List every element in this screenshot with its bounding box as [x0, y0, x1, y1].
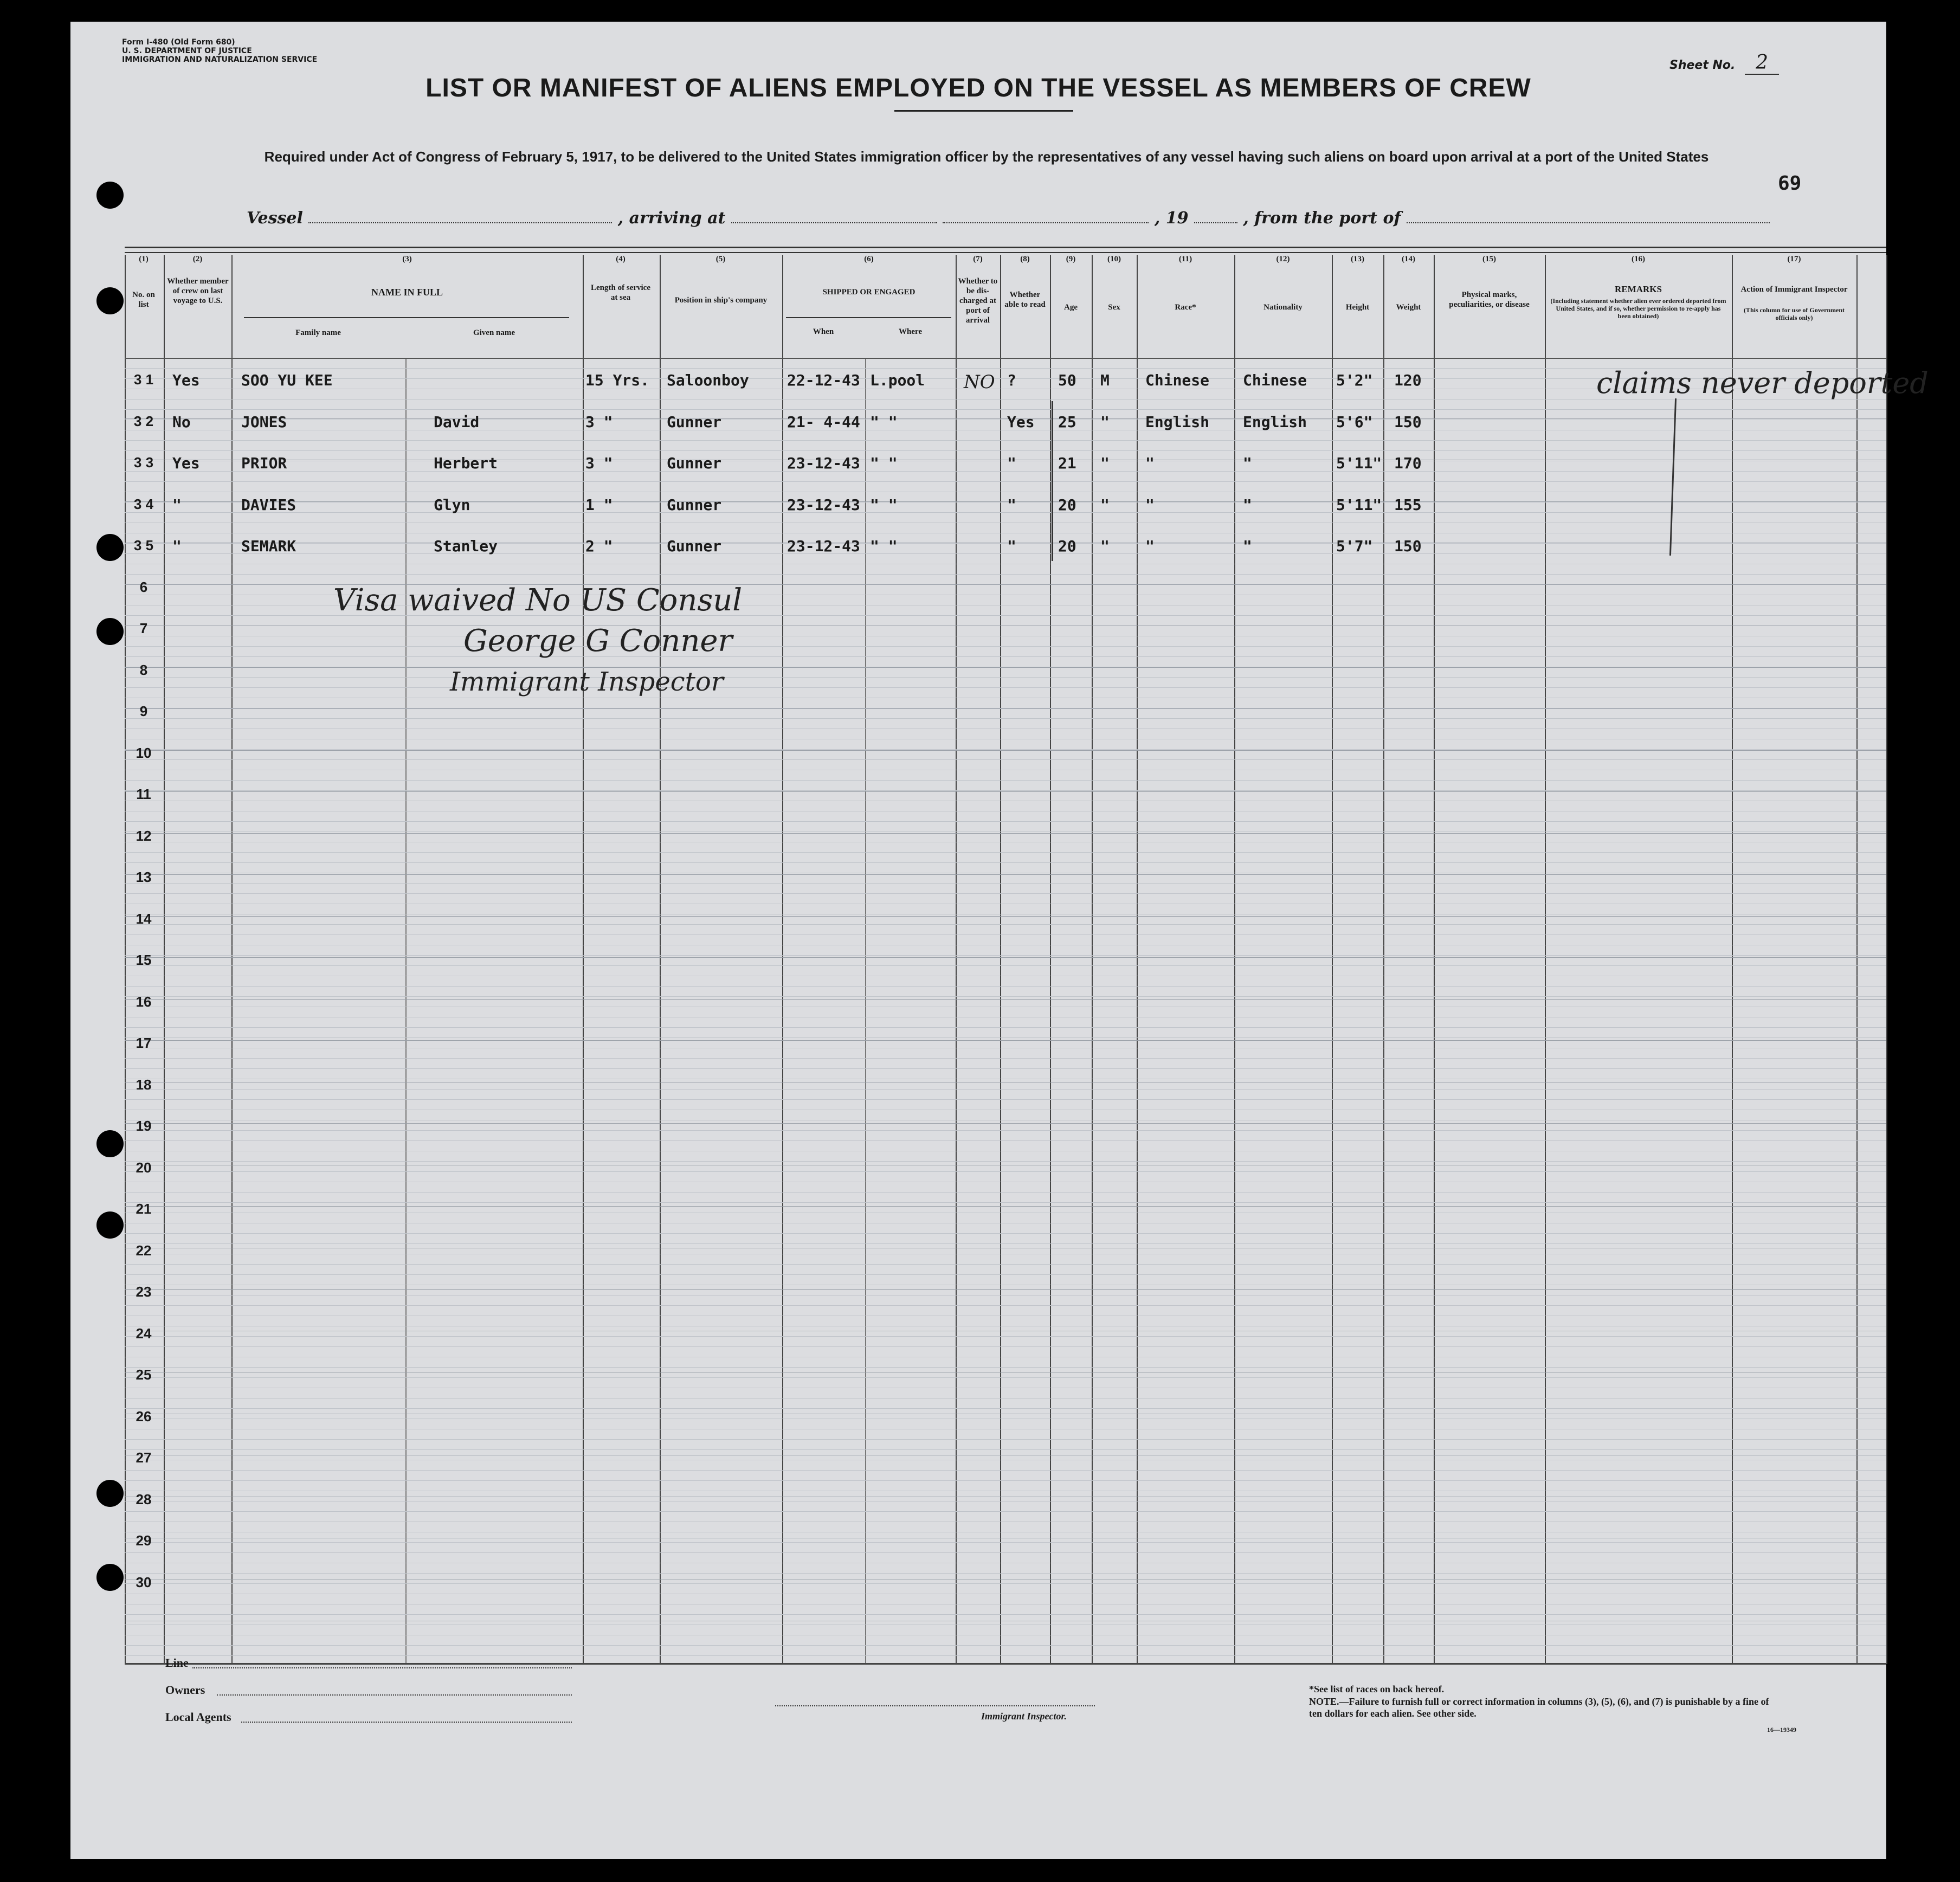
manifest-sheet: [70, 22, 1929, 1859]
year-label: , 19: [1154, 209, 1189, 228]
minor-grid-line: [125, 1552, 1886, 1553]
col-1-header: No. on list: [132, 291, 155, 309]
minor-grid-line: [125, 1161, 1886, 1162]
minor-grid-line: [125, 996, 1886, 997]
row-number: 14: [136, 910, 152, 927]
entry-position: Gunner: [667, 413, 722, 431]
minor-grid-line: [125, 1470, 1886, 1471]
table-bottom-rule: [125, 1663, 1886, 1665]
column-rule: [1434, 255, 1435, 1664]
header-rule: [125, 247, 1886, 248]
column-rule: [1856, 255, 1858, 1664]
col-7-header: Whether to be dis-charged at port of arrival: [958, 277, 998, 325]
minor-grid-line: [125, 450, 1886, 451]
row-number: 23: [136, 1284, 152, 1300]
row-number: 6: [139, 578, 148, 595]
col-12-header: Nationality: [1263, 303, 1303, 312]
col-17-subheader: (This column for use of Government officials only): [1743, 306, 1845, 321]
minor-grid-line: [125, 1542, 1886, 1543]
entry-no: 3 2: [133, 413, 154, 429]
row-rule: [125, 791, 1886, 792]
inspector-title-handwriting: Immigrant Inspector: [450, 667, 724, 697]
row-number: 12: [136, 827, 152, 844]
row-rule: [125, 1040, 1886, 1041]
from-port-label: , from the port of: [1243, 209, 1401, 228]
minor-grid-line: [125, 965, 1886, 966]
minor-grid-line: [125, 934, 1886, 935]
page-stamp: 69: [1778, 172, 1802, 195]
entry-age: 50: [1058, 371, 1076, 389]
row-rule: [125, 1289, 1886, 1290]
row-number: 7: [139, 620, 148, 636]
minor-grid-line: [125, 1449, 1886, 1450]
column-rule: [1332, 255, 1333, 1664]
punch-hole: [96, 1480, 124, 1507]
form-code: 16—19349: [1767, 1726, 1796, 1733]
entry-given: Glyn: [434, 495, 470, 514]
sheet-number-value: 2: [1745, 51, 1779, 75]
minor-grid-line: [125, 1171, 1886, 1172]
minor-grid-line: [125, 1573, 1886, 1574]
minor-grid-line: [125, 1645, 1886, 1646]
entry-given: Herbert: [434, 454, 498, 472]
minor-grid-line: [125, 574, 1886, 575]
minor-grid-line: [125, 1243, 1886, 1244]
entry-last-voyage: Yes: [172, 371, 200, 389]
entry-weight: 155: [1394, 495, 1422, 514]
minor-grid-line: [125, 1295, 1886, 1296]
minor-grid-line: [125, 1099, 1886, 1100]
entry-position: Gunner: [667, 537, 722, 555]
col-3-divider: [244, 317, 569, 318]
row-number: 25: [136, 1367, 152, 1383]
service-name: IMMIGRATION AND NATURALIZATION SERVICE: [122, 55, 318, 64]
minor-grid-line: [125, 1233, 1886, 1234]
minor-grid-line: [125, 1367, 1886, 1368]
minor-grid-line: [125, 1037, 1886, 1038]
col-7-number: (7): [973, 255, 983, 263]
row-number: 18: [136, 1076, 152, 1093]
minor-grid-line: [125, 790, 1886, 791]
row-rule: [125, 708, 1886, 709]
col-16-subheader: (Including statement whether alien ever ordered deported from United States, and if so, whether permission to re-apply has been obtained): [1550, 297, 1726, 320]
remarks-ditto-line: [1669, 398, 1677, 556]
entry-nationality: English: [1243, 413, 1307, 431]
entry-given: David: [434, 413, 480, 431]
row-rule: [125, 957, 1886, 958]
inspector-signature-line[interactable]: [775, 1705, 1095, 1706]
minor-grid-line: [125, 512, 1886, 513]
entry-last-voyage: ": [172, 537, 182, 555]
sheet-number: [1669, 51, 1779, 74]
remarks-handwriting: claims never deported: [1596, 366, 1929, 400]
shipped-when-header: When: [813, 327, 834, 336]
col-16-number: (16): [1632, 255, 1645, 263]
sheet-number-label: Sheet No.: [1669, 59, 1736, 72]
races-note: *See list of races on back hereof.: [1309, 1684, 1445, 1694]
row-number: 24: [136, 1325, 152, 1342]
col-11-header: Race*: [1175, 303, 1196, 312]
col-10-number: (10): [1107, 255, 1121, 263]
vessel-line: [247, 209, 1770, 228]
entry-service: 3 ": [585, 413, 613, 431]
entry-sex: ": [1100, 454, 1110, 472]
entry-weight: 150: [1394, 537, 1422, 555]
entry-when: 23-12-43: [787, 454, 860, 472]
punch-hole: [96, 1130, 124, 1157]
entry-where: " ": [870, 495, 898, 514]
punch-hole: [96, 1211, 124, 1239]
minor-grid-line: [125, 1058, 1886, 1059]
entry-height: 5'11": [1336, 454, 1382, 472]
row-number: 20: [136, 1159, 152, 1176]
entry-family: DAVIES: [241, 495, 296, 514]
column-rule: [1050, 255, 1051, 1664]
entry-discharged: NO: [964, 371, 995, 393]
entry-race: ": [1145, 537, 1155, 555]
entry-when: 21- 4-44: [787, 413, 860, 431]
title-underline: [894, 110, 1073, 112]
inspector-signature-label: Immigrant Inspector.: [981, 1711, 1067, 1722]
discharge-ditto-line: [1052, 401, 1053, 561]
col-1-number: (1): [139, 255, 149, 263]
column-rule: [1000, 255, 1001, 1664]
column-rule: [231, 255, 233, 1664]
row-rule: [125, 1123, 1886, 1124]
entry-read: ": [1007, 495, 1016, 514]
minor-grid-line: [125, 1336, 1886, 1337]
shipped-where-header: Where: [898, 327, 923, 336]
minor-grid-line: [125, 1305, 1886, 1306]
entry-where: L.pool: [870, 371, 925, 389]
col-8-header: Whether able to read: [1004, 291, 1046, 309]
col-4-number: (4): [616, 255, 626, 263]
col-13-number: (13): [1351, 255, 1364, 263]
minor-grid-line: [125, 543, 1886, 544]
minor-grid-line: [125, 1583, 1886, 1584]
minor-grid-line: [125, 759, 1886, 760]
manifest-table: [125, 255, 1929, 1664]
minor-grid-line: [125, 1202, 1886, 1203]
entry-weight: 120: [1394, 371, 1422, 389]
entry-no: 3 4: [133, 495, 154, 512]
punch-hole: [96, 534, 124, 561]
form-identifier: [122, 38, 317, 64]
col-15-number: (15): [1482, 255, 1496, 263]
row-rule: [125, 874, 1886, 875]
column-rule: [164, 255, 165, 1664]
entry-read: Yes: [1007, 413, 1035, 431]
entry-age: 20: [1058, 495, 1076, 514]
entry-position: Gunner: [667, 495, 722, 514]
minor-grid-line: [125, 440, 1886, 441]
minor-grid-line: [125, 852, 1886, 853]
punch-hole: [96, 287, 124, 314]
entry-where: " ": [870, 454, 898, 472]
entry-nationality: ": [1243, 454, 1252, 472]
col-5-number: (5): [715, 255, 726, 263]
entry-weight: 150: [1394, 413, 1422, 431]
minor-grid-line: [125, 409, 1886, 410]
col-5-header: Position in ship's company: [674, 296, 768, 305]
minor-grid-line: [125, 883, 1886, 884]
column-rule: [660, 255, 661, 1664]
entry-height: 5'11": [1336, 495, 1382, 514]
col-14-number: (14): [1402, 255, 1415, 263]
entry-last-voyage: ": [172, 495, 182, 514]
minor-grid-line: [125, 1192, 1886, 1193]
minor-grid-line: [125, 821, 1886, 822]
entry-last-voyage: Yes: [172, 454, 200, 472]
minor-grid-line: [125, 677, 1886, 678]
punch-hole: [96, 1564, 124, 1591]
column-rule: [1732, 255, 1733, 1664]
arriving-field[interactable]: [731, 210, 937, 223]
local-agents-label: Local Agents: [165, 1710, 231, 1724]
col-10-header: Sex: [1108, 303, 1120, 312]
col-9-number: (9): [1066, 255, 1076, 263]
col-2-header: Whether member of crew on last voyage to U.S.: [167, 277, 229, 305]
col-11-number: (11): [1178, 255, 1192, 263]
entry-age: 20: [1058, 537, 1076, 555]
entry-no: 3 1: [133, 371, 154, 388]
owners-label: Owners: [165, 1683, 205, 1697]
entry-position: Saloonboy: [667, 371, 749, 389]
owners-field[interactable]: [217, 1694, 572, 1696]
column-rule: [956, 255, 957, 1664]
row-number: 16: [136, 993, 152, 1010]
col-2-number: (2): [192, 255, 203, 263]
col-13-header: Height: [1345, 303, 1370, 312]
given-name-header: Given name: [473, 328, 515, 337]
entry-read: ": [1007, 537, 1016, 555]
col-3-number: (3): [402, 255, 412, 263]
minor-grid-line: [125, 718, 1886, 719]
row-rule: [125, 999, 1886, 1000]
row-number: 29: [136, 1532, 152, 1549]
entry-age: 21: [1058, 454, 1076, 472]
penalty-note: NOTE.—Failure to furnish full or correct information in columns (3), (5), (6), and (7) is punishable by a fine of ten dollars for each alien. See other side.: [1309, 1696, 1769, 1719]
row-rule: [125, 750, 1886, 751]
minor-grid-line: [125, 1068, 1886, 1069]
row-number: 17: [136, 1035, 152, 1051]
entry-sex: ": [1100, 495, 1110, 514]
minor-grid-line: [125, 1511, 1886, 1512]
minor-grid-line: [125, 1377, 1886, 1378]
row-number: 28: [136, 1491, 152, 1507]
entry-given: Stanley: [434, 537, 498, 555]
entry-when: 23-12-43: [787, 537, 860, 555]
row-number: 10: [136, 744, 152, 761]
minor-grid-line: [125, 893, 1886, 894]
entry-height: 5'2": [1336, 371, 1373, 389]
col-16-header: REMARKS: [1615, 284, 1662, 294]
row-number: 22: [136, 1242, 152, 1259]
entry-family: SOO YU KEE: [241, 371, 333, 389]
minor-grid-line: [125, 1408, 1886, 1409]
entry-service: 15 Yrs.: [585, 371, 650, 389]
entry-height: 5'6": [1336, 413, 1373, 431]
row-number: 8: [139, 661, 148, 678]
entry-family: SEMARK: [241, 537, 296, 555]
minor-grid-line: [125, 1439, 1886, 1440]
row-number: 11: [136, 786, 151, 802]
entry-read: ?: [1007, 371, 1016, 389]
minor-grid-line: [125, 1655, 1886, 1656]
minor-grid-line: [125, 553, 1886, 554]
punch-hole: [96, 182, 124, 209]
row-number: 21: [136, 1201, 152, 1217]
col-6-divider: [786, 317, 951, 318]
row-number: 13: [136, 869, 152, 885]
entry-service: 3 ": [585, 454, 613, 472]
column-rule: [1383, 255, 1384, 1664]
line-field[interactable]: [192, 1667, 572, 1668]
visa-note-handwriting: Visa waived No US Consul: [333, 583, 743, 618]
entry-when: 22-12-43: [787, 371, 860, 389]
header-rule-2: [125, 252, 1886, 253]
page-title: LIST OR MANIFEST OF ALIENS EMPLOYED ON THE VESSEL AS MEMBERS OF CREW: [425, 74, 1531, 102]
entry-position: Gunner: [667, 454, 722, 472]
entry-last-voyage: No: [172, 413, 191, 431]
row-rule: [125, 667, 1886, 668]
column-rule: [583, 255, 584, 1664]
entry-where: " ": [870, 413, 898, 431]
minor-grid-line: [125, 1614, 1886, 1615]
col-15-header: Physical marks, peculiarities, or disease: [1449, 291, 1530, 309]
minor-grid-line: [125, 1480, 1886, 1481]
minor-grid-line: [125, 656, 1886, 657]
row-rule: [125, 501, 1886, 502]
minor-grid-line: [125, 924, 1886, 925]
minor-grid-line: [125, 1274, 1886, 1275]
row-number: 30: [136, 1574, 152, 1590]
inspector-signature: George G Conner: [463, 623, 733, 659]
entry-race: Chinese: [1145, 371, 1210, 389]
col-14-header: Weight: [1396, 303, 1421, 312]
column-rule: [1234, 255, 1235, 1664]
entry-age: 25: [1058, 413, 1076, 431]
entry-nationality: ": [1243, 495, 1252, 514]
minor-grid-line: [125, 687, 1886, 688]
row-number: 27: [136, 1449, 152, 1466]
column-rule: [1137, 255, 1138, 1664]
minor-grid-line: [125, 1130, 1886, 1131]
row-number: 9: [139, 703, 148, 719]
minor-grid-line: [125, 1027, 1886, 1028]
minor-grid-line: [125, 986, 1886, 987]
col-4-header: Length of service at sea: [591, 283, 650, 302]
col-6-number: (6): [864, 255, 874, 263]
from-port-field[interactable]: [1407, 210, 1770, 223]
entry-when: 23-12-43: [787, 495, 860, 514]
minor-grid-line: [125, 862, 1886, 863]
entry-no: 3 5: [133, 537, 154, 553]
minor-grid-line: [125, 1346, 1886, 1347]
entry-race: ": [1145, 495, 1155, 514]
entry-sex: M: [1100, 371, 1110, 389]
entry-height: 5'7": [1336, 537, 1373, 555]
entry-race: English: [1145, 413, 1210, 431]
row-number: 19: [136, 1118, 152, 1134]
column-rule: [782, 255, 783, 1664]
minor-grid-line: [125, 955, 1886, 956]
col-8-number: (8): [1020, 255, 1030, 263]
minor-grid-line: [125, 780, 1886, 781]
entry-read: ": [1007, 454, 1016, 472]
col-6-header: SHIPPED OR ENGAGED: [822, 288, 915, 297]
row-number: 15: [136, 952, 152, 968]
column-rule: [1545, 255, 1546, 1664]
row-rule: [125, 833, 1886, 834]
col-3-header: NAME IN FULL: [371, 287, 443, 298]
entry-race: ": [1145, 454, 1155, 472]
minor-grid-line: [125, 1089, 1886, 1090]
column-rule: [1886, 255, 1887, 1664]
punch-hole: [96, 618, 124, 645]
row-rule: [125, 1206, 1886, 1207]
entry-where: " ": [870, 537, 898, 555]
entry-family: JONES: [241, 413, 287, 431]
entry-nationality: ": [1243, 537, 1252, 555]
line-label: Line: [165, 1656, 189, 1670]
vessel-field[interactable]: [308, 210, 612, 223]
page-subtitle: Required under Act of Congress of February 5, 1917, to be delivered to the United States immigration officer by the representatives of any vessel having such aliens on board upon arrival at a port of the United States: [264, 149, 1709, 165]
arriving-label: , arriving at: [617, 209, 726, 228]
form-number: Form I-480 (Old Form 680): [122, 38, 235, 47]
col-17-number: (17): [1787, 255, 1801, 263]
entry-service: 2 ": [585, 537, 613, 555]
minor-grid-line: [125, 1140, 1886, 1141]
minor-grid-line: [125, 646, 1886, 647]
entry-weight: 170: [1394, 454, 1422, 472]
date-field[interactable]: [943, 210, 1149, 223]
vessel-label: Vessel: [247, 209, 303, 228]
col-9-header: Age: [1064, 303, 1078, 312]
row-rule: [125, 916, 1886, 917]
local-agents-field[interactable]: [241, 1721, 572, 1723]
col-12-number: (12): [1276, 255, 1290, 263]
entry-nationality: Chinese: [1243, 371, 1307, 389]
minor-grid-line: [125, 481, 1886, 482]
entry-sex: ": [1100, 537, 1110, 555]
department-name: U. S. DEPARTMENT OF JUSTICE: [122, 47, 252, 55]
row-rule: [125, 418, 1886, 419]
minor-grid-line: [125, 1264, 1886, 1265]
column-rule: [1092, 255, 1093, 1664]
family-name-header: Family name: [295, 328, 341, 337]
row-number: 26: [136, 1408, 152, 1425]
year-field[interactable]: [1194, 210, 1237, 223]
entry-no: 3 3: [133, 454, 154, 470]
minor-grid-line: [125, 471, 1886, 472]
entry-sex: ": [1100, 413, 1110, 431]
col-17-header: Action of Immigrant Inspector: [1740, 285, 1848, 294]
entry-service: 1 ": [585, 495, 613, 514]
entry-family: PRIOR: [241, 454, 287, 472]
